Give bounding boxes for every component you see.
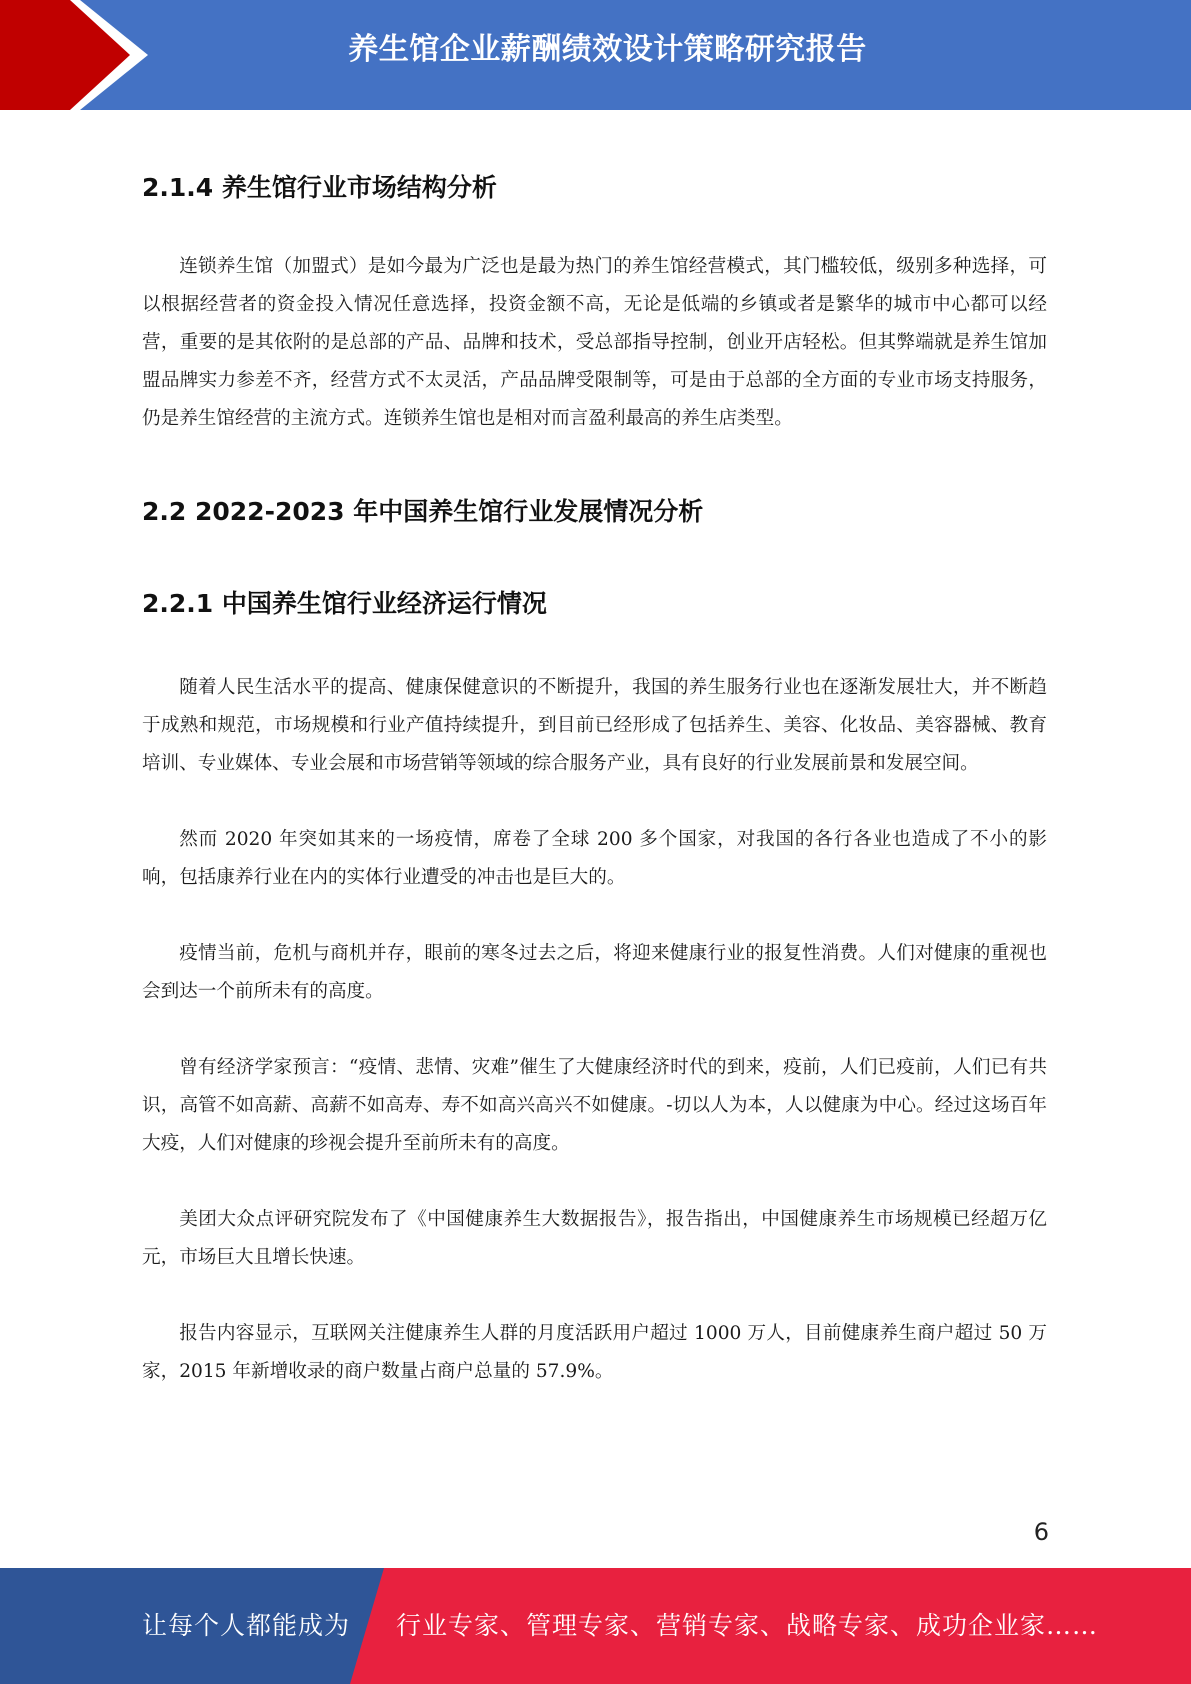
section-heading: 2.2 2022-2023 年中国养生馆行业发展情况分析 xyxy=(142,497,704,526)
report-title: 养生馆企业薪酬绩效设计策略研究报告 xyxy=(348,32,867,67)
page-header xyxy=(0,0,1191,110)
body-paragraph: 报告内容显示，互联网关注健康养生人群的月度活跃用户超过 1000 万人，目前健康养生商户超过 50 万家，2015 年新增收录的商户数量占商户总量的 57.9%。 xyxy=(142,1323,1047,1382)
body-paragraph: 连锁养生馆（加盟式）是如今最为广泛也是最为热门的养生馆经营模式，其门槛较低，级别多种选择，可以根据经营者的资金投入情况任意选择，投资金额不高，无论是低端的乡镇或者是繁华的城市中心都可以经营，重要的是其依附的是总部的产品、品牌和技术，受总部指导控制，创业开店轻松。但其弊端就是养生馆加盟品牌实力参差不齐，经营方式不太灵活，产品品牌受限制等，可是由于总部的全方面的专业市场支持服务，仍是养生馆经营的主流方式。连锁养生馆也是相对而言盈利最高的养生店类型。 xyxy=(142,256,1047,429)
page-content xyxy=(142,168,1047,1391)
page-footer xyxy=(0,1568,1191,1684)
section-heading: 2.2.1 中国养生馆行业经济运行情况 xyxy=(142,589,547,618)
body-paragraph: 疫情当前，危机与商机并存，眼前的寒冬过去之后，将迎来健康行业的报复性消费。人们对健康的重视也会到达一个前所未有的高度。 xyxy=(142,943,1047,1002)
body-paragraph: 随着人民生活水平的提高、健康保健意识的不断提升，我国的养生服务行业也在逐渐发展壮大，并不断趋于成熟和规范，市场规模和行业产值持续提升，到目前已经形成了包括养生、美容、化妆品、美容器械、教育培训、专业媒体、专业会展和市场营销等领域的综合服务产业，具有良好的行业发展前景和发展空间。 xyxy=(142,677,1047,774)
body-paragraph: 曾有经济学家预言：“疫情、悲情、灾难”催生了大健康经济时代的到来，疫前，人们已疫前，人们已有共识，高管不如高薪、高薪不如高寿、寿不如高兴高兴不如健康。-切以人为本，人以健康为中心。经过这场百年大疫，人们对健康的珍视会提升至前所未有的高度。 xyxy=(142,1057,1047,1154)
body-paragraph: 美团大众点评研究院发布了《中国健康养生大数据报告》，报告指出，中国健康养生市场规模已经超万亿元，市场巨大且增长快速。 xyxy=(142,1209,1047,1268)
section-heading: 2.1.4 养生馆行业市场结构分析 xyxy=(142,173,497,202)
body-paragraph: 然而 2020 年突如其来的一场疫情，席卷了全球 200 多个国家，对我国的各行各业也造成了不小的影响，包括康养行业在内的实体行业遭受的冲击也是巨大的。 xyxy=(142,829,1047,888)
footer-slogan-left: 让每个人都能成为 xyxy=(142,1611,351,1640)
page-number: 6 xyxy=(1033,1518,1049,1546)
footer-slogan-right: 行业专家、管理专家、营销专家、战略专家、成功企业家…… xyxy=(396,1611,1099,1640)
